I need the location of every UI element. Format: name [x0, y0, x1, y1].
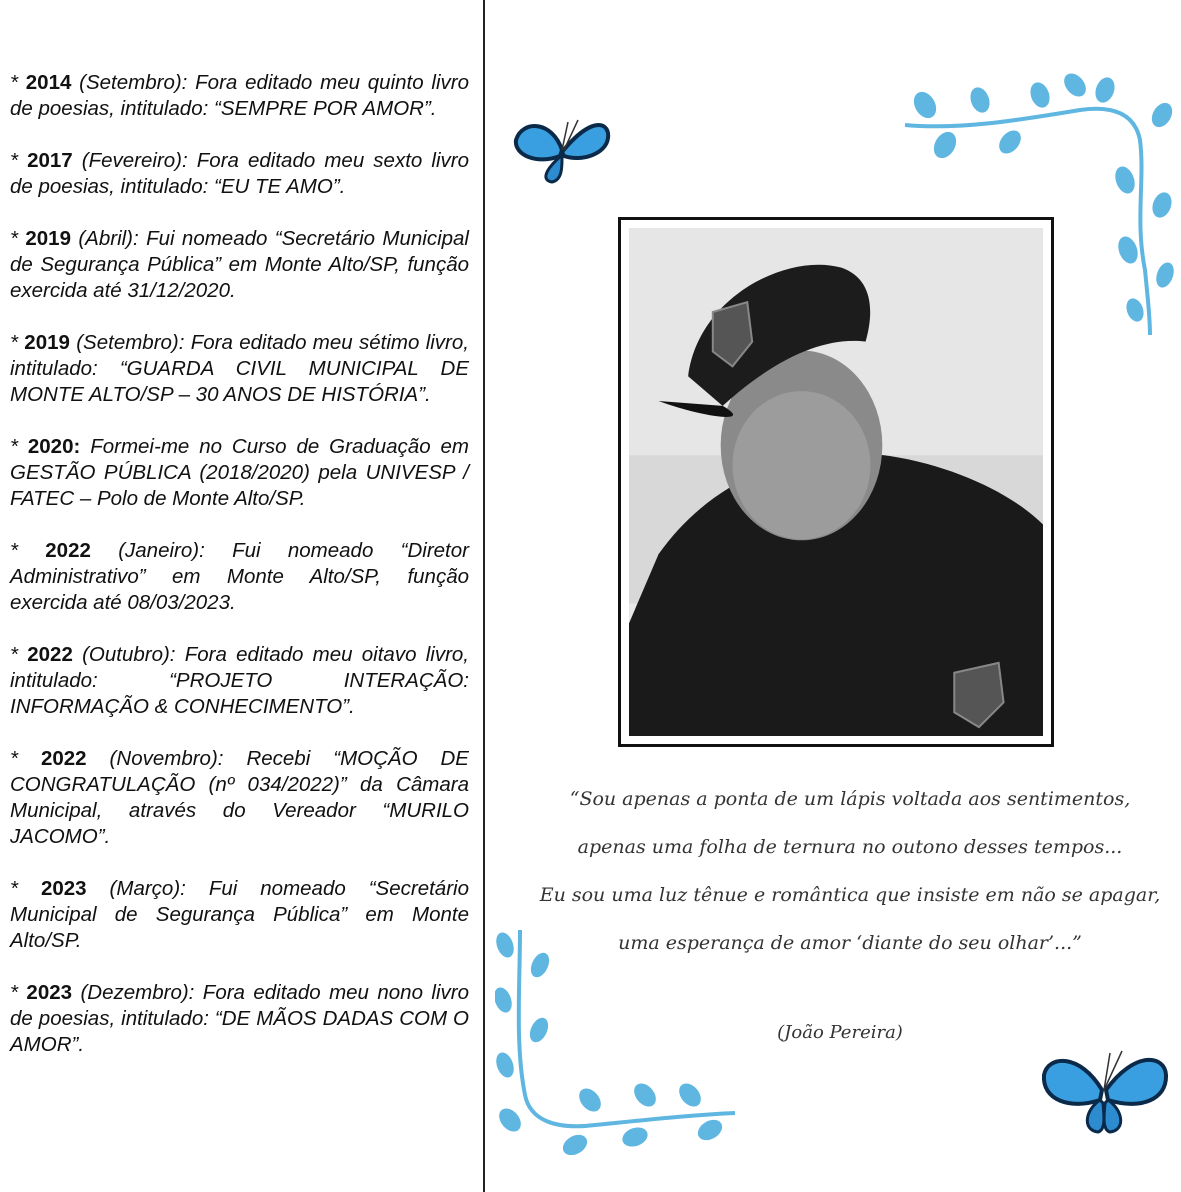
quote-line: “Sou apenas a ponta de um lápis voltada aos sentimentos, — [569, 788, 1131, 810]
timeline-entry: * 2020: Formei-me no Curso de Graduação em GESTÃO PÚBLICA (2018/2020) pela UNIVESP / FATEC – Polo de Monte Alto/SP. — [10, 435, 469, 510]
timeline-column — [10, 70, 469, 1084]
vine-corner-decoration — [495, 925, 740, 1155]
timeline-entry: * 2019 (Abril): Fui nomeado “Secretário Municipal de Segurança Pública” em Monte Alto/SP, função exercida até 31/12/2020. — [10, 227, 469, 302]
butterfly-icon — [512, 110, 612, 185]
timeline-entry: * 2019 (Setembro): Fora editado meu sétimo livro, intitulado: “GUARDA CIVIL MUNICIPAL DE MONTE ALTO/SP – 30 ANOS DE HISTÓRIA”. — [10, 331, 469, 406]
timeline-entry: * 2017 (Fevereiro): Fora editado meu sexto livro de poesias, intitulado: “EU TE AMO”. — [10, 149, 469, 198]
portrait-photo-frame — [618, 217, 1054, 747]
butterfly-icon — [1040, 1045, 1170, 1135]
timeline-entry: * 2014 (Setembro): Fora editado meu quinto livro de poesias, intitulado: “SEMPRE POR AMOR”. — [10, 71, 469, 120]
timeline-entry: * 2022 (Outubro): Fora editado meu oitavo livro, intitulado: “PROJETO INTERAÇÃO: INFORMAÇÃO & CONHECIMENTO”. — [10, 643, 469, 718]
portrait-silhouette — [629, 228, 1043, 736]
timeline-entry: * 2023 (Março): Fui nomeado “Secretário Municipal de Segurança Pública” em Monte Alto/SP. — [10, 877, 469, 952]
timeline-entry: * 2023 (Dezembro): Fora editado meu nono livro de poesias, intitulado: “DE MÃOS DADAS COM O AMOR”. — [10, 981, 469, 1056]
portrait-photo — [629, 228, 1043, 736]
quote-line: uma esperança de amor ‘diante do seu olhar’...” — [618, 932, 1082, 954]
quote-line: Eu sou uma luz tênue e romântica que insiste em não se apagar, — [539, 884, 1161, 906]
timeline-entry: * 2022 (Janeiro): Fui nomeado “Diretor Administrativo” em Monte Alto/SP, função exercida até 08/03/2023. — [10, 539, 469, 614]
quote-line: apenas uma folha de ternura no outono desses tempos... — [577, 836, 1123, 858]
quote-author: (João Pereira) — [777, 1022, 903, 1043]
page-divider — [483, 0, 485, 1192]
timeline-entry: * 2022 (Novembro): Recebi “MOÇÃO DE CONGRATULAÇÃO (nº 034/2022)” da Câmara Municipal, através do Vereador “MURILO JACOMO”. — [10, 747, 469, 848]
